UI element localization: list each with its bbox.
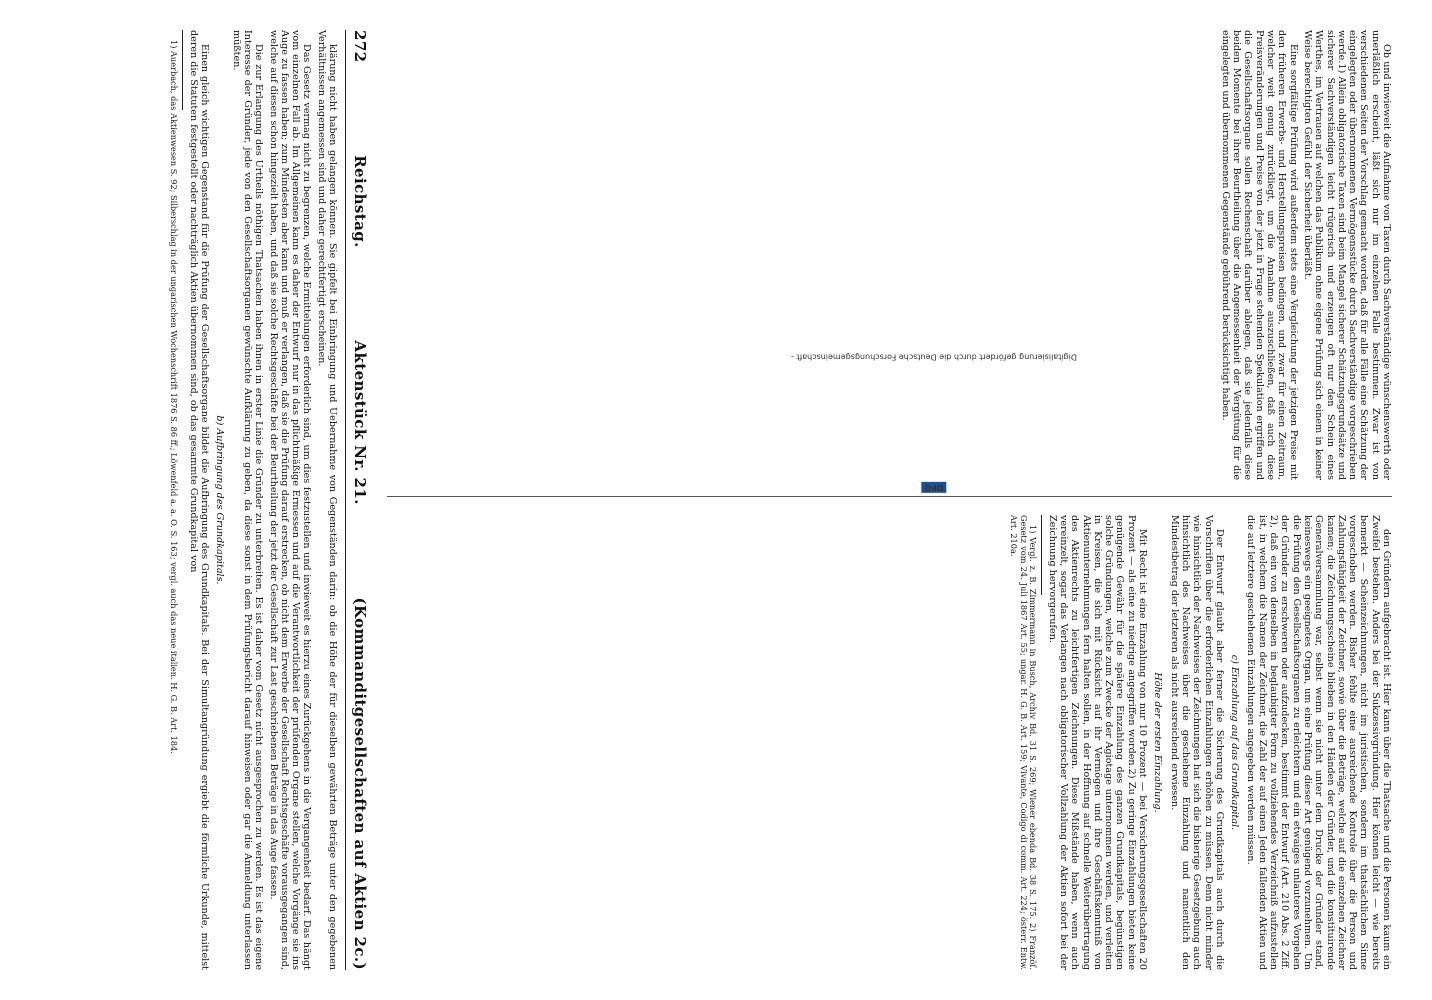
- paragraph: Der Entwurf glaubt aber ferner die Sicherung des Grundkapitals auch durch die Vorschriften über die erforderlichen Einzahlungen erhöhen zu müssen. Denn nicht minder wie hinsichtlich der Nachweises der Zeichnungen hat sich die bisherige Gesetzgebung auch hinsichtlich des Nachweises über die geschehene Einzahlung und namentlich den Mindestbetrag der letzteren als nicht ausreichend erwiesen.: [1168, 515, 1225, 970]
- header-center: Aktenstück Nr. 21.: [351, 340, 369, 505]
- paragraph: Das Gesetz vermag nicht zu begrenzen, welche Ermittelungen erforderlich sind, um dies festzustellen und inwieweit es hierzu eines Zurückgehens in die Vergangenheit bedarf. Das hängt vom einzelnen Fall ab. Im Allgemeinen kann es daher der Entwurf nur in das pflichtmäßige Ermessen und auf die Verantwortlichkeit der prüfenden Organe stellen, welche Vorgänge sie ins Auge zu fassen haben; zum Mindesten aber kann und muß er verlangen, daß sie die Prüfung darauf erstrecken, ob nicht dem Erwerbe der Gesellschaft Rechtsgeschäfte vorausgegangen sind, welche auf diesen schon hingezielt haben, und daß sie solche Rechtsgeschäfte bei der Beurtheilung der jetzt der Gesellschaft zur Last geschriebenen Beträge in das Auge fassen.: [267, 30, 313, 970]
- footnote: 1) Vergl. z. B. Zimmermann in Busch, Archiv Bd. 31 S. 269; Wiener ebenda Bd. 38 S. 175. 2) Franzöſ. Gesetz vom 24. Juli 1867 Art. 55; ungar. H. G. B. Art. 159; Vivante, Codigo di comm. Art. 224; österr. Entw. Art. 210a.: [1009, 515, 1039, 970]
- dfg-logo: DFG: [922, 482, 947, 493]
- footnotes: [169, 30, 179, 970]
- section-heading: c) Einzahlung auf das Grundkapital.: [1229, 654, 1241, 831]
- paragraph: Einen gleich wichtigen Gegenstand für die Prüfung der Gesellschaftsorgane bildet die Aufbringung des Grundkapitals. Bei der Simultangründung ergiebt die förmliche Urkunde, mittelst deren die Statuten festgestellt oder nachträglich Aktien übernommen sind, ob das gesammte Grundkapital von: [187, 30, 211, 970]
- paragraph: Die zur Erlangung des Urtheils nöthigen Thatsachen haben ihnen in erster Linie die Gründer zu unterbreiten. Es ist daher vom Gesetz nicht ausgesprochen zu werden. Es ist das eigene Interesse der Gründer, jede von den Gesellschaftsorganen gewünschte Aufklärung zu geben, da diese sonst in dem Prüfungsbericht darauf hinweisen oder gar die Anmeldung unterlassen müßten.: [230, 30, 265, 970]
- credit-text: Digitalisierung gefördert durch die Deutsche Forschungsgemeinschaft -: [790, 352, 1078, 362]
- column-left: [387, 30, 1392, 480]
- header-left: Reichstag.: [351, 155, 369, 248]
- paragraph: Eine sorgfältige Prüfung wird außerdem stets eine Vergleichung der jetzigen Preise mit den früheren Erwerbs- und Herstellungspreisen bedingen, und zwar für einen Zeitraum, welcher weit genug zurückliegt, um die Annahme auszuschließen, daß auch diese Preisveränderungen und Preise von der jetzt in Frage stehenden Spekulation ergriffen und die Gesellschaftsorgane sollen Rechenschaft darüber ablegen, daß sie jedenfalls diese beiden Momente bei ihrer Beurtheilung über die Angemessenheit der Vergütung für die eingelegten und übernommenen Gegenstände gebührend berücksichtigt haben.: [1219, 30, 1299, 480]
- column-divider: [387, 496, 1392, 497]
- header-right: (Kommanditgesellschaften auf Aktien 2c.): [351, 597, 369, 970]
- running-header: [348, 30, 372, 970]
- page-number: 272: [351, 30, 369, 63]
- paragraph: Ob und inwieweit die Aufnahme von Taxen durch Sachverständige wünschenswerth oder unerläßlich erscheint, läßt sich nur im einzelnen Falle bestimmen. Zwar ist von verschiedenen Seiten der Vorschlag gemacht worden, daß für alle Fälle eine Schätzung der eingelegten oder übernommenen Vermögensstücke durch Sachverständige vorgeschrieben werde.1) Allein obligatorische Taxen sind beim Mangel sicherer Schätzungsgrundsätze und sicherer Sachverständigen leicht trügerisch und erzeugen oft nur den Schein eines Werthes, im Vertrauen auf welchen das Publikum ohne eigene Prüfung sich einem in keiner Weise berechtigten Gefühl der Sicherheit überläßt.: [1301, 30, 1392, 480]
- section-heading: Höhe der ersten Einzahlung.: [1152, 672, 1164, 813]
- column-right: [387, 515, 1392, 970]
- paragraph: den Gründern aufgebracht ist. Hier kann über die Thatsache und die Personen kaum ein Zweifel bestehen. Anders bei der Sukzessivgründung. Hier können leicht — wie bereits bemerkt — Scheinzeichnungen, nicht im juristischen, sondern im thatsächlichen Sinne vorgeschoben werden. Bisher fehlte eine ausreichende Kontrole über die Person und Zahlungsfähigkeit der Zeichner, sowie über die Beträge, welche auf die einzelnen Zeichner kamen; die Zeichnungsscheine blieben in den Händen der Gründer, und die konstituirende Generalversammlung war, selbst wenn sie nicht unter dem Drucke der Gründer stand, keineswegs ein geeignetes Organ, um eine Prüfung dieser Art genügend vorzunehmen. Um die Prüfung den Gesellschaftsorganen zu erleichtern und ein etwaiges unlauteres Vorgehen der Gründer zu erschweren oder aufzudecken, bestimmt der Entwurf (Art. 210 Abs. 2 Ziff. 2), daß ein von denselben in beglaubigter Form zu vollziehendes Verzeichniß aufzustellen ist, in welchem die Namen der Zeichner, die Zahl der auf einen Jeden fallenden Aktien und die auf letztere geschehenen Einzahlungen angegeben werden müssen.: [1245, 515, 1392, 970]
- footnote: 1) Auerbach, das Aktienwesen S. 92; Silberschlag in der ungarischen Wochenschrift 1876 S. 86 ff.; Löwenfeld a. a. O. S. 163; vergl. auch das neue italien. H. G. B. Art. 184.: [169, 40, 180, 754]
- header-rule: [345, 30, 346, 970]
- paragraph: klärung nicht haben gelangen können. Sie gipfelt bei Einbringung und Uebernahme von Gegenständen darin: ob die Höhe der für dieselben gewährten Beträge unter den gegebenen Verhältnissen angemessen sind und daher gerechtfertigt erscheinen.: [315, 30, 338, 970]
- section-heading: b) Aufbringung des Grundkapitals.: [214, 415, 226, 585]
- footnotes: [1009, 515, 1038, 970]
- column-bottom: [18, 30, 338, 970]
- footnote-rule: [1041, 515, 1042, 595]
- footnote-rule: [182, 30, 183, 110]
- paragraph: Mit Recht ist eine Einzahlung von nur 10 Prozent — bei Versicherungsgesellschaften 20 Prozent — als eine zu niedrige angegriffen worden.2) Zu geringe Einzahlungen bieten keine genügende Gewähr für die spätere Einzahlung des ganzen Grundkapitals, begünstigen solche Gründungen, welche zum Zwecke der Agiotage unternommen werden, und verleiten in Kreisen, die sich mit Rücksicht auf ihr Vermögen und ihre Geschäftskenntniß von Aktienunternehmungen fern halten sollen, in der Hoffnung auf schnelle Weiterübertragung des Aktienrechts zu leichtfertigen Zeichnungen. Diese Mißstände haben, wenn auch vereinzelt, sogar das Verlangen nach obligatorischer Vollzahlung der Aktien sofort bei der Zeichnung hervorgerufen.: [1046, 515, 1149, 970]
